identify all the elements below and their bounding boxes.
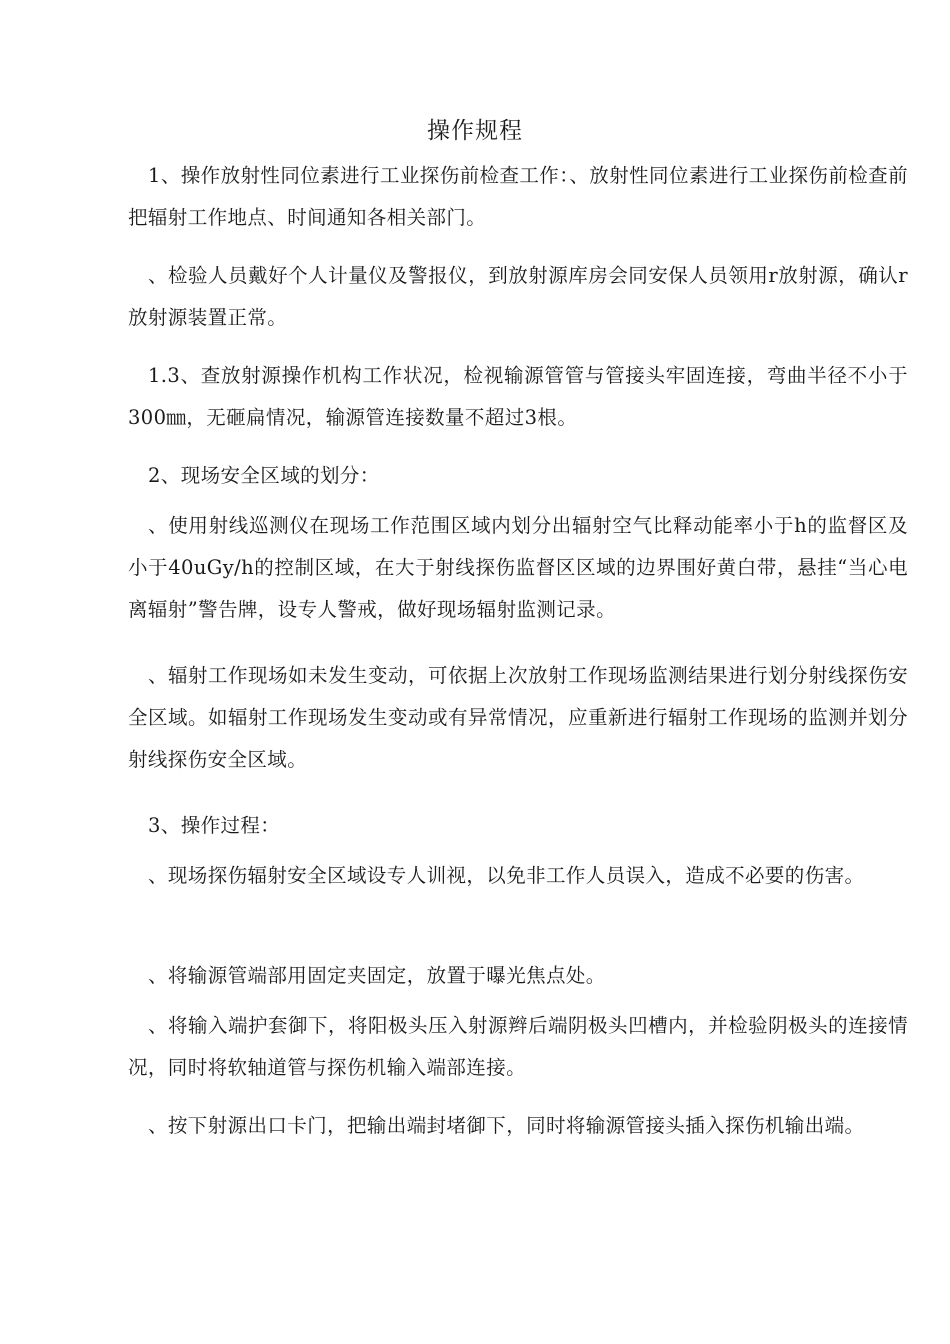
paragraph-2-1-zoning: 、使用射线巡测仪在现场工作范围区域内划分出辐射空气比释动能率小于h的监督区及小于40uGy/h的控制区域，在大于射线探伤监督区区域的边界围好黄白带，悬挂“当心电离辐射”警告牌，设专人警戒，做好现场辐射监测记录。 xyxy=(128,514,908,621)
paragraph-3-2-fix-tube: 、将输源管端部用固定夹固定，放置于曝光焦点处。 xyxy=(148,964,606,987)
document-title: 操作规程 xyxy=(427,118,523,144)
paragraph-2-2-zoning-update: 、辐射工作现场如未发生变动，可依据上次放射工作现场监测结果进行划分射线探伤安全区域。如辐射工作现场发生变动或有异常情况，应重新进行辐射工作现场的监测并划分射线探伤安全区域。 xyxy=(128,664,908,771)
paragraph-1-1-personnel: 、检验人员戴好个人计量仪及警报仪，到放射源库房会同安保人员领用r放射源，确认r放射源装置正常。 xyxy=(128,264,908,329)
paragraph-3-1-guard: 、现场探伤辐射安全区域设专人训视，以免非工作人员误入，造成不必要的伤害。 xyxy=(148,864,865,887)
section-2-heading: 2、现场安全区域的划分： xyxy=(148,464,380,487)
paragraph-1-3-mechanism-check: 1.3、查放射源操作机构工作状况，检视输源管管与管接头牢固连接，弯曲半径不小于300㎜，无砸扁情况，输源管连接数量不超过3根。 xyxy=(128,364,908,429)
paragraph-1-pre-inspection: 1、操作放射性同位素进行工业探伤前检查工作：、放射性同位素进行工业探伤前检查前把辐射工作地点、时间通知各相关部门。 xyxy=(128,164,908,229)
paragraph-3-4-connect-output: 、按下射源出口卡门，把输出端封堵御下，同时将输源管接头插入探伤机输出端。 xyxy=(148,1114,865,1137)
paragraph-3-3-connect-input: 、将输入端护套御下，将阳极头压入射源辫后端阴极头凹槽内，并检验阴极头的连接情况，同时将软轴道管与探伤机输入端部连接。 xyxy=(128,1014,908,1079)
section-3-heading: 3、操作过程： xyxy=(148,814,281,837)
